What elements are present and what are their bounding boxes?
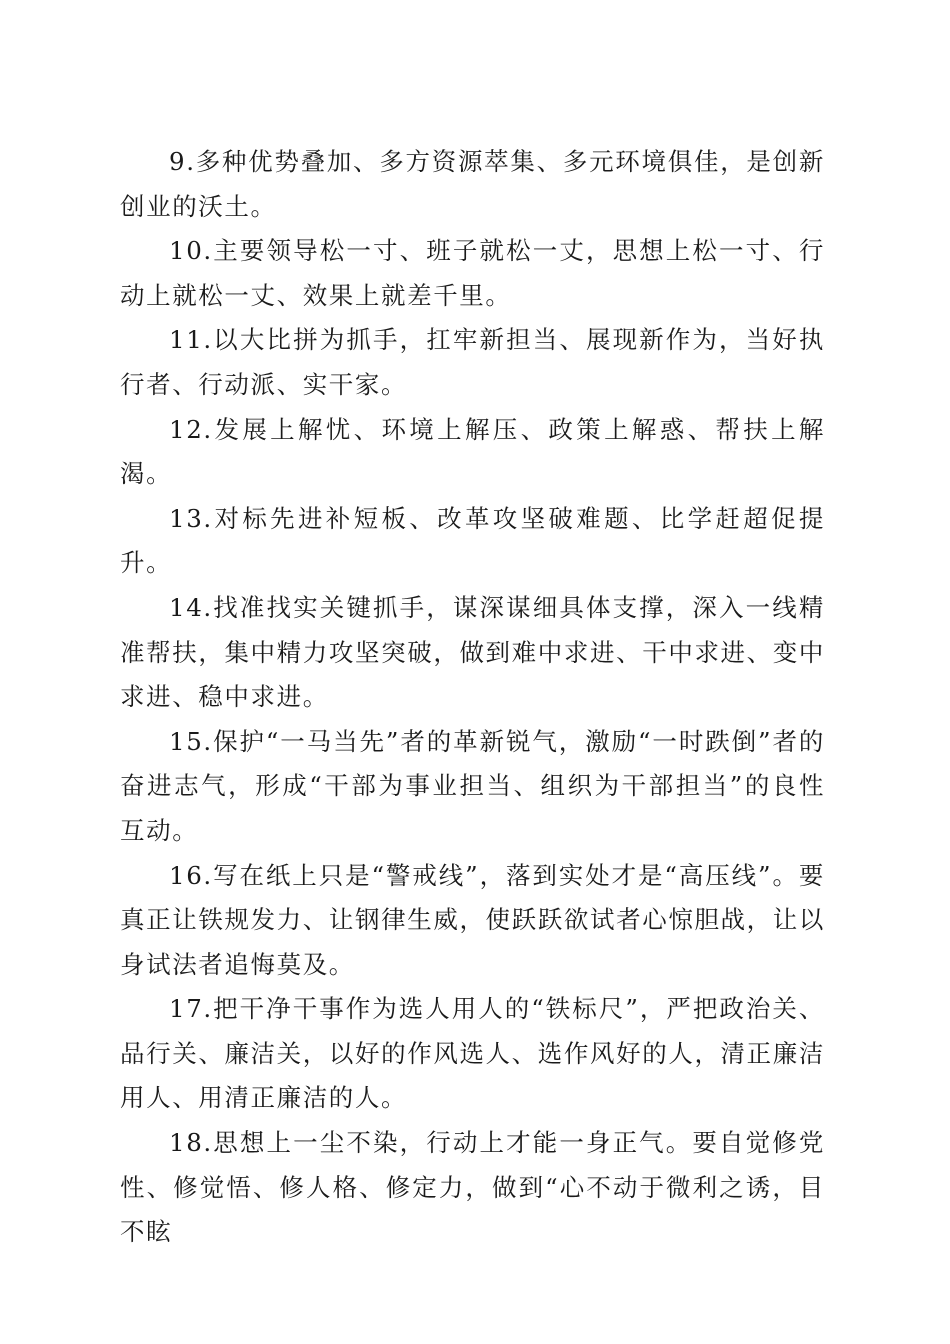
paragraph-12: 12.发展上解忧、环境上解压、政策上解惑、帮扶上解渴。 [120, 414, 825, 489]
paragraph-14: 14.找准找实关键抓手，谋深谋细具体支撑，深入一线精准帮扶，集中精力攻坚突破，做到难中求进、干中求进、变中求进、稳中求进。 [120, 592, 825, 712]
document-body [120, 140, 825, 1255]
paragraph-13: 13.对标先进补短板、改革攻坚破难题、比学赶超促提升。 [120, 503, 825, 578]
paragraph-18: 18.思想上一尘不染，行动上才能一身正气。要自觉修党性、修觉悟、修人格、修定力，做到“心不动于微利之诱，目不眩 [120, 1128, 825, 1247]
paragraph-9: 9.多种优势叠加、多方资源萃集、多元环境俱佳，是创新创业的沃土。 [120, 147, 825, 221]
paragraph-16: 16.写在纸上只是“警戒线”，落到实处才是“高压线”。要真正让铁规发力、让钢律生威，使跃跃欲试者心惊胆战，让以身试法者追悔莫及。 [120, 860, 825, 979]
paragraph-11: 11.以大比拼为抓手，扛牢新担当、展现新作为，当好执行者、行动派、实干家。 [120, 325, 825, 399]
paragraph-10: 10.主要领导松一寸、班子就松一丈，思想上松一寸、行动上就松一丈、效果上就差千里。 [120, 236, 825, 310]
paragraph-15: 15.保护“一马当先”者的革新锐气，激励“一时跌倒”者的奋进志气，形成“干部为事业担当、组织为干部担当”的良性互动。 [120, 726, 825, 845]
paragraph-17: 17.把干净干事作为选人用人的“铁标尺”，严把政治关、品行关、廉洁关，以好的作风选人、选作风好的人，清正廉洁用人、用清正廉洁的人。 [120, 994, 825, 1113]
